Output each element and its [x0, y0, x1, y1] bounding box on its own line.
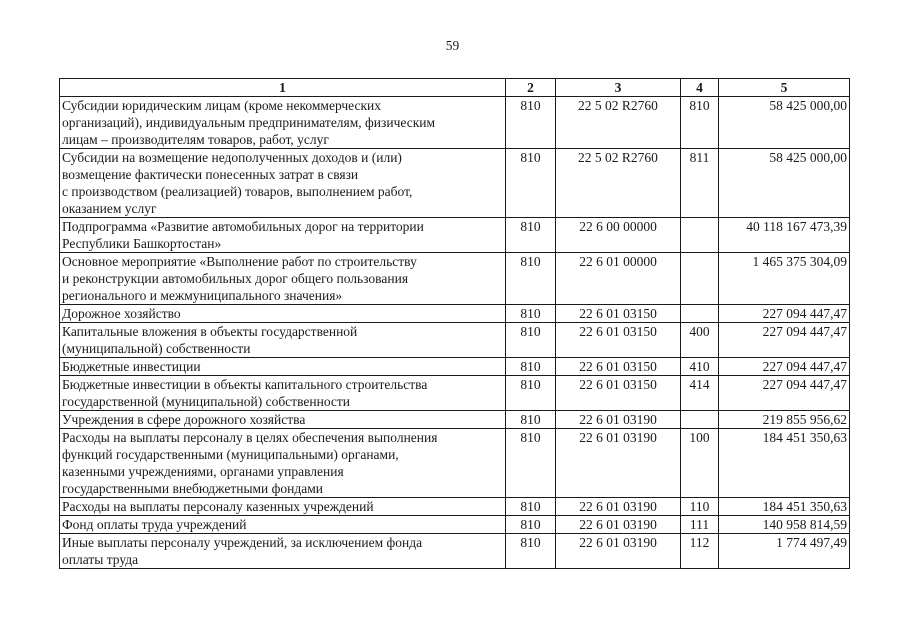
cell-col-2: 810 — [506, 97, 556, 149]
cell-col-3: 22 6 01 03190 — [556, 516, 681, 534]
cell-col-2: 810 — [506, 323, 556, 358]
cell-col-4 — [681, 411, 719, 429]
cell-col-4: 100 — [681, 429, 719, 498]
cell-description: Дорожное хозяйство — [60, 305, 506, 323]
cell-col-3: 22 6 01 03150 — [556, 358, 681, 376]
page-number: 59 — [445, 38, 460, 53]
cell-description: Основное мероприятие «Выполнение работ по строительству и реконструкции автомобильных дорог общего пользования регионального и межмуниципального значения» — [60, 253, 506, 305]
table-row — [60, 253, 850, 305]
cell-col-3: 22 6 01 03150 — [556, 376, 681, 411]
table-row — [60, 411, 850, 429]
cell-col-4 — [681, 218, 719, 253]
table-row — [60, 149, 850, 218]
cell-description: Бюджетные инвестиции — [60, 358, 506, 376]
cell-description: Фонд оплаты труда учреждений — [60, 516, 506, 534]
table-row — [60, 498, 850, 516]
cell-col-5: 184 451 350,63 — [719, 498, 850, 516]
cell-col-4: 110 — [681, 498, 719, 516]
cell-description: Расходы на выплаты персоналу казенных учреждений — [60, 498, 506, 516]
cell-col-5: 227 094 447,47 — [719, 305, 850, 323]
cell-col-2: 810 — [506, 358, 556, 376]
cell-col-3: 22 6 00 00000 — [556, 218, 681, 253]
header-col-2: 2 — [506, 79, 556, 97]
cell-description: Подпрограмма «Развитие автомобильных дорог на территории Республики Башкортостан» — [60, 218, 506, 253]
cell-col-5: 140 958 814,59 — [719, 516, 850, 534]
cell-col-4: 410 — [681, 358, 719, 376]
header-col-3: 3 — [556, 79, 681, 97]
header-row — [60, 79, 850, 97]
cell-col-5: 184 451 350,63 — [719, 429, 850, 498]
cell-col-3: 22 6 01 03190 — [556, 411, 681, 429]
cell-description: Учреждения в сфере дорожного хозяйства — [60, 411, 506, 429]
table-row — [60, 323, 850, 358]
cell-col-2: 810 — [506, 411, 556, 429]
cell-col-3: 22 5 02 R2760 — [556, 97, 681, 149]
cell-col-4: 112 — [681, 534, 719, 569]
cell-col-4: 811 — [681, 149, 719, 218]
cell-description: Субсидии юридическим лицам (кроме некоммерческих организаций), индивидуальным предпринимателям, физическим лицам – производителям товаров, работ, услуг — [60, 97, 506, 149]
table-row — [60, 516, 850, 534]
budget-table — [59, 78, 850, 569]
cell-description: Субсидии на возмещение недополученных доходов и (или) возмещение фактически понесенных затрат в связи с производством (реализацией) товаров, выполнением работ, оказанием услуг — [60, 149, 506, 218]
cell-col-2: 810 — [506, 498, 556, 516]
cell-col-5: 40 118 167 473,39 — [719, 218, 850, 253]
table-row — [60, 358, 850, 376]
cell-col-4: 810 — [681, 97, 719, 149]
cell-col-5: 1 774 497,49 — [719, 534, 850, 569]
cell-col-4 — [681, 305, 719, 323]
cell-col-4: 111 — [681, 516, 719, 534]
cell-col-5: 219 855 956,62 — [719, 411, 850, 429]
cell-col-3: 22 6 01 00000 — [556, 253, 681, 305]
cell-col-5: 227 094 447,47 — [719, 376, 850, 411]
cell-col-4: 414 — [681, 376, 719, 411]
table-header — [60, 79, 850, 97]
cell-col-3: 22 6 01 03190 — [556, 429, 681, 498]
table-row — [60, 305, 850, 323]
cell-description: Бюджетные инвестиции в объекты капитального строительства государственной (муниципальной) собственности — [60, 376, 506, 411]
cell-col-5: 227 094 447,47 — [719, 358, 850, 376]
cell-col-5: 58 425 000,00 — [719, 149, 850, 218]
cell-col-3: 22 6 01 03150 — [556, 305, 681, 323]
cell-description: Капитальные вложения в объекты государственной (муниципальной) собственности — [60, 323, 506, 358]
header-col-5: 5 — [719, 79, 850, 97]
cell-col-2: 810 — [506, 253, 556, 305]
cell-col-2: 810 — [506, 429, 556, 498]
cell-col-3: 22 6 01 03150 — [556, 323, 681, 358]
cell-col-4 — [681, 253, 719, 305]
cell-col-2: 810 — [506, 534, 556, 569]
table-row — [60, 429, 850, 498]
header-col-1: 1 — [60, 79, 506, 97]
cell-col-2: 810 — [506, 218, 556, 253]
table-row — [60, 376, 850, 411]
cell-col-3: 22 5 02 R2760 — [556, 149, 681, 218]
cell-col-2: 810 — [506, 376, 556, 411]
cell-col-2: 810 — [506, 516, 556, 534]
table-body — [60, 97, 850, 569]
cell-col-5: 58 425 000,00 — [719, 97, 850, 149]
cell-description: Иные выплаты персоналу учреждений, за исключением фонда оплаты труда — [60, 534, 506, 569]
cell-col-4: 400 — [681, 323, 719, 358]
table-row — [60, 534, 850, 569]
cell-col-3: 22 6 01 03190 — [556, 534, 681, 569]
cell-description: Расходы на выплаты персоналу в целях обеспечения выполнения функций государственными (муниципальными) органами, казенными учреждениями, органами управления государственными внебюджетными фондами — [60, 429, 506, 498]
cell-col-5: 227 094 447,47 — [719, 323, 850, 358]
cell-col-2: 810 — [506, 149, 556, 218]
cell-col-2: 810 — [506, 305, 556, 323]
cell-col-5: 1 465 375 304,09 — [719, 253, 850, 305]
table-row — [60, 97, 850, 149]
header-col-4: 4 — [681, 79, 719, 97]
table-row — [60, 218, 850, 253]
cell-col-3: 22 6 01 03190 — [556, 498, 681, 516]
